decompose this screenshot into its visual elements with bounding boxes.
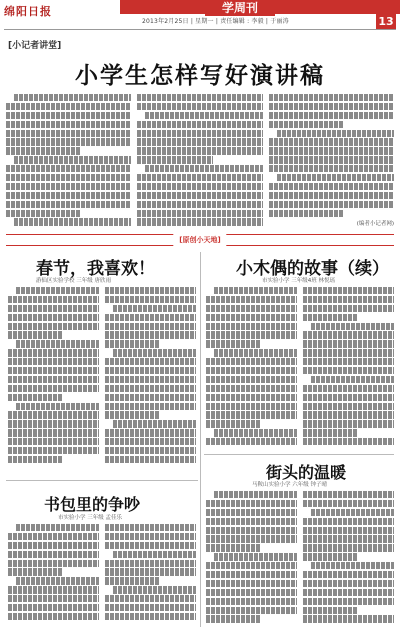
lead-body — [6, 94, 394, 232]
masthead-rule — [4, 29, 396, 30]
lead-col-2 — [137, 94, 262, 232]
masthead — [0, 0, 400, 28]
article-4-body — [206, 491, 394, 628]
article-3-body — [8, 524, 196, 628]
article-2-divider — [204, 454, 394, 455]
section-banner — [6, 234, 394, 246]
article-4-title: 街头的温暖 — [266, 463, 347, 482]
article-3-byline: 市实验小学 三年级 孟佳乐 — [58, 515, 122, 521]
lead-col-1 — [6, 94, 131, 232]
article-2-body — [206, 287, 394, 452]
column-tag: [小记者讲堂] — [8, 41, 62, 51]
article-3-title: 书包里的争吵 — [44, 495, 141, 514]
article-4-byline: 马鞍山实验小学 六年级 钟子晴 — [252, 482, 327, 488]
section-name: 学周刊 — [205, 0, 275, 16]
article-2-byline: 市实验小学 三年级4班 林悦瑶 — [262, 278, 335, 284]
lead-headline: 小学生怎样写好演讲稿 — [75, 62, 325, 89]
article-1-title: 春节，我喜欢！ — [36, 259, 155, 279]
article-1-byline: 游仙区实验学校 三年级 唐欣雨 — [36, 278, 111, 284]
article-1-divider — [6, 480, 198, 481]
article-1-body — [8, 287, 196, 477]
lead-col-3 — [269, 94, 394, 232]
column-divider — [200, 252, 201, 627]
banner-label: [原创小天地] — [173, 234, 226, 246]
article-2-title: 小木偶的故事（续） — [236, 259, 389, 279]
newspaper-logo: 绵阳日报 — [4, 5, 52, 18]
lead-signature: (编者小记者网) — [356, 220, 394, 227]
dateline: 2013年2月25日 | 星期一 | 责任编辑 : 李毅 | 于丽涛 — [142, 18, 289, 25]
page-number: 13 — [376, 14, 396, 30]
